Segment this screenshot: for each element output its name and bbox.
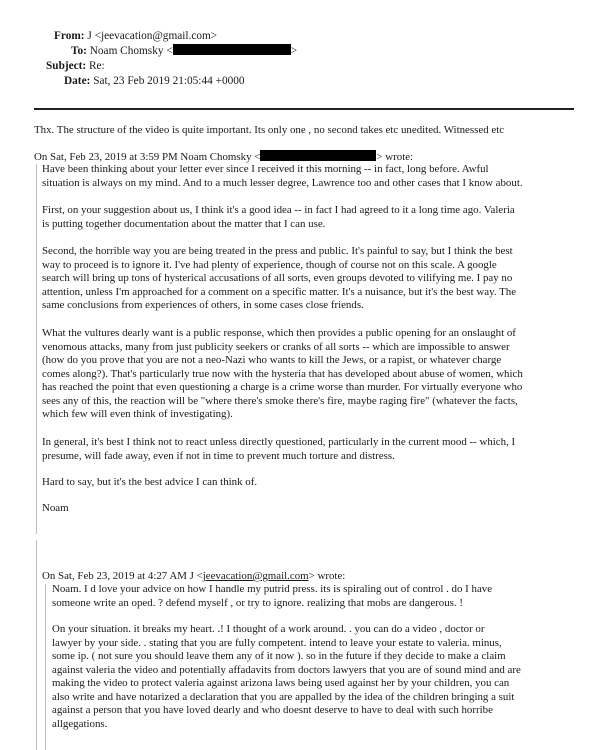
date-row	[64, 74, 245, 88]
quote1-intro-suffix: > wrote:	[376, 151, 414, 163]
text-line: sees any of this, the reaction will be "where there's smoke there's fire, maybe raging fire" (whatever the facts,	[42, 394, 518, 407]
subject-label: Subject:	[46, 60, 87, 72]
from-value: J <jeevacation@gmail.com>	[87, 30, 218, 42]
to-label: To:	[71, 45, 87, 57]
quote1-intro-prefix: On Sat, Feb 23, 2019 at 3:59 PM Noam Chomsky <	[34, 151, 261, 163]
from-label: From:	[54, 30, 85, 42]
quote1-paragraph-2	[42, 204, 515, 231]
text-line: is putting together documentation about the matter that I can use.	[42, 217, 326, 230]
text-line: making the video to protect valeria against arizona laws being used against her by your children, you can	[52, 677, 510, 690]
text-line: First, on your suggestion about us, I think it's a good idea -- in fact I had agreed to it a long time ago. Valeria	[42, 204, 515, 216]
reply-text	[34, 124, 504, 138]
text-line: attention, unless I'm approached for a comment on a specific matter. It's a nuisance, but it's the best way. The	[42, 285, 517, 298]
quote1-paragraph-5	[42, 436, 515, 463]
text-line: venomous attacks, many from just publicity seekers or cranks of all sorts -- which are impossible to answer	[42, 340, 510, 353]
text-line: has reached the point that even questioning a charge is a crime worse than murder. For virtually everyone who	[42, 381, 523, 394]
text-line: (how do you prove that you are not a neo-Nazi who wants to kill the Jews, or a rapist, or whatever charge	[42, 354, 502, 367]
quote1-paragraph-3	[42, 245, 516, 313]
text-line: lawyer by your side. . stating that you are fully competent. intend to leave your estate to valeria. minus,	[52, 636, 502, 649]
reply-line: Thx. The structure of the video is quite important. Its only one , no second takes etc unedited. Witnessed etc	[34, 124, 505, 136]
text-line: In general, it's best I think not to react unless directly questioned, particularly in the current mood -- which, I	[42, 436, 516, 448]
quote2-intro-suffix: > wrote:	[308, 570, 346, 582]
date-label: Date:	[64, 75, 91, 87]
quote1-paragraph-4	[42, 327, 523, 422]
from-row	[54, 29, 217, 43]
quote2-bar	[45, 584, 46, 750]
text-line: allgegations.	[52, 717, 108, 730]
quote2-intro-prefix: On Sat, Feb 23, 2019 at 4:27 AM J <	[42, 570, 203, 582]
text-line: which few will even think of investigating).	[42, 408, 233, 421]
text-line: Have been thinking about your letter ever since I received it this morning -- in fact, long before. Awful	[42, 163, 489, 175]
subject-row	[46, 59, 105, 73]
text-line: way to proceed is to ignore it. I've had plenty of experience, though of course not on this scale. A google	[42, 258, 497, 271]
quote2-intro	[42, 570, 345, 584]
header-divider	[34, 108, 574, 110]
text-line: someone write an oped. ? defend myself , or try to ignore. realizing that mobs are dangerous. !	[52, 596, 463, 609]
quote2-outer-bar	[36, 540, 37, 750]
redaction-bar	[260, 150, 376, 161]
text-line: What the vultures dearly want is a public response, which then provides a public opening for an onslaught of	[42, 327, 516, 339]
sender-email-link[interactable]: jeevacation@gmail.com	[202, 570, 309, 582]
signature-text: Noam	[42, 502, 69, 514]
text-line: same conclusions from experiences of others, in some cases close friends.	[42, 299, 364, 312]
subject-value: Re:	[89, 60, 105, 72]
date-value: Sat, 23 Feb 2019 21:05:44 +0000	[93, 75, 245, 87]
quote1-paragraph-6	[42, 476, 257, 490]
quote2-paragraph-2	[52, 623, 521, 731]
redaction-bar	[173, 44, 291, 55]
text-line: On your situation. it breaks my heart. .! I thought of a work around. . you can do a video , doctor or	[52, 623, 485, 635]
text-line: presume, will fade away, even if not in time to prevent much torture and distress.	[42, 449, 395, 462]
text-line: Hard to say, but it's the best advice I can think of.	[42, 476, 258, 488]
quote1-paragraph-1	[42, 163, 523, 190]
text-line: against valeria the video and potentially affadavits from doctors lawyers that you are of sound mind and are	[52, 663, 521, 676]
quote1-signature	[42, 502, 69, 516]
text-line: some ip. ( not sure you should leave them any of it now ). so in the future if they decide to make a claim	[52, 650, 506, 663]
text-line: comes along?). That's particularly true now with the hysteria that has developed about abuse of women, which	[42, 367, 523, 380]
to-value-prefix: Noam Chomsky <	[89, 45, 173, 57]
text-line: Second, the horrible way you are being treated in the press and public. It's painful to say, but I think the best	[42, 245, 513, 257]
text-line: situation is always on my mind. And to a much lesser degree, Lawrence too and other cases that I know about.	[42, 176, 523, 189]
quote2-paragraph-1	[52, 583, 492, 610]
text-line: Noam. I d love your advice on how I handle my putrid press. its is spiraling out of control . do I have	[52, 583, 493, 595]
text-line: search will bring up tons of hysterical accusations of all sorts, even groups devoted to vilifying me. I pay no	[42, 272, 513, 285]
to-value-suffix: >	[290, 45, 298, 57]
to-row	[71, 44, 297, 58]
quote1-bar	[36, 164, 37, 534]
text-line: against a person that you have loved dearly and who doesnt deserve to have to deal with such horribe	[52, 704, 493, 717]
text-line: also write and have notarized a declaration that you are appalled by the idea of the children bringing a suit	[52, 690, 515, 703]
